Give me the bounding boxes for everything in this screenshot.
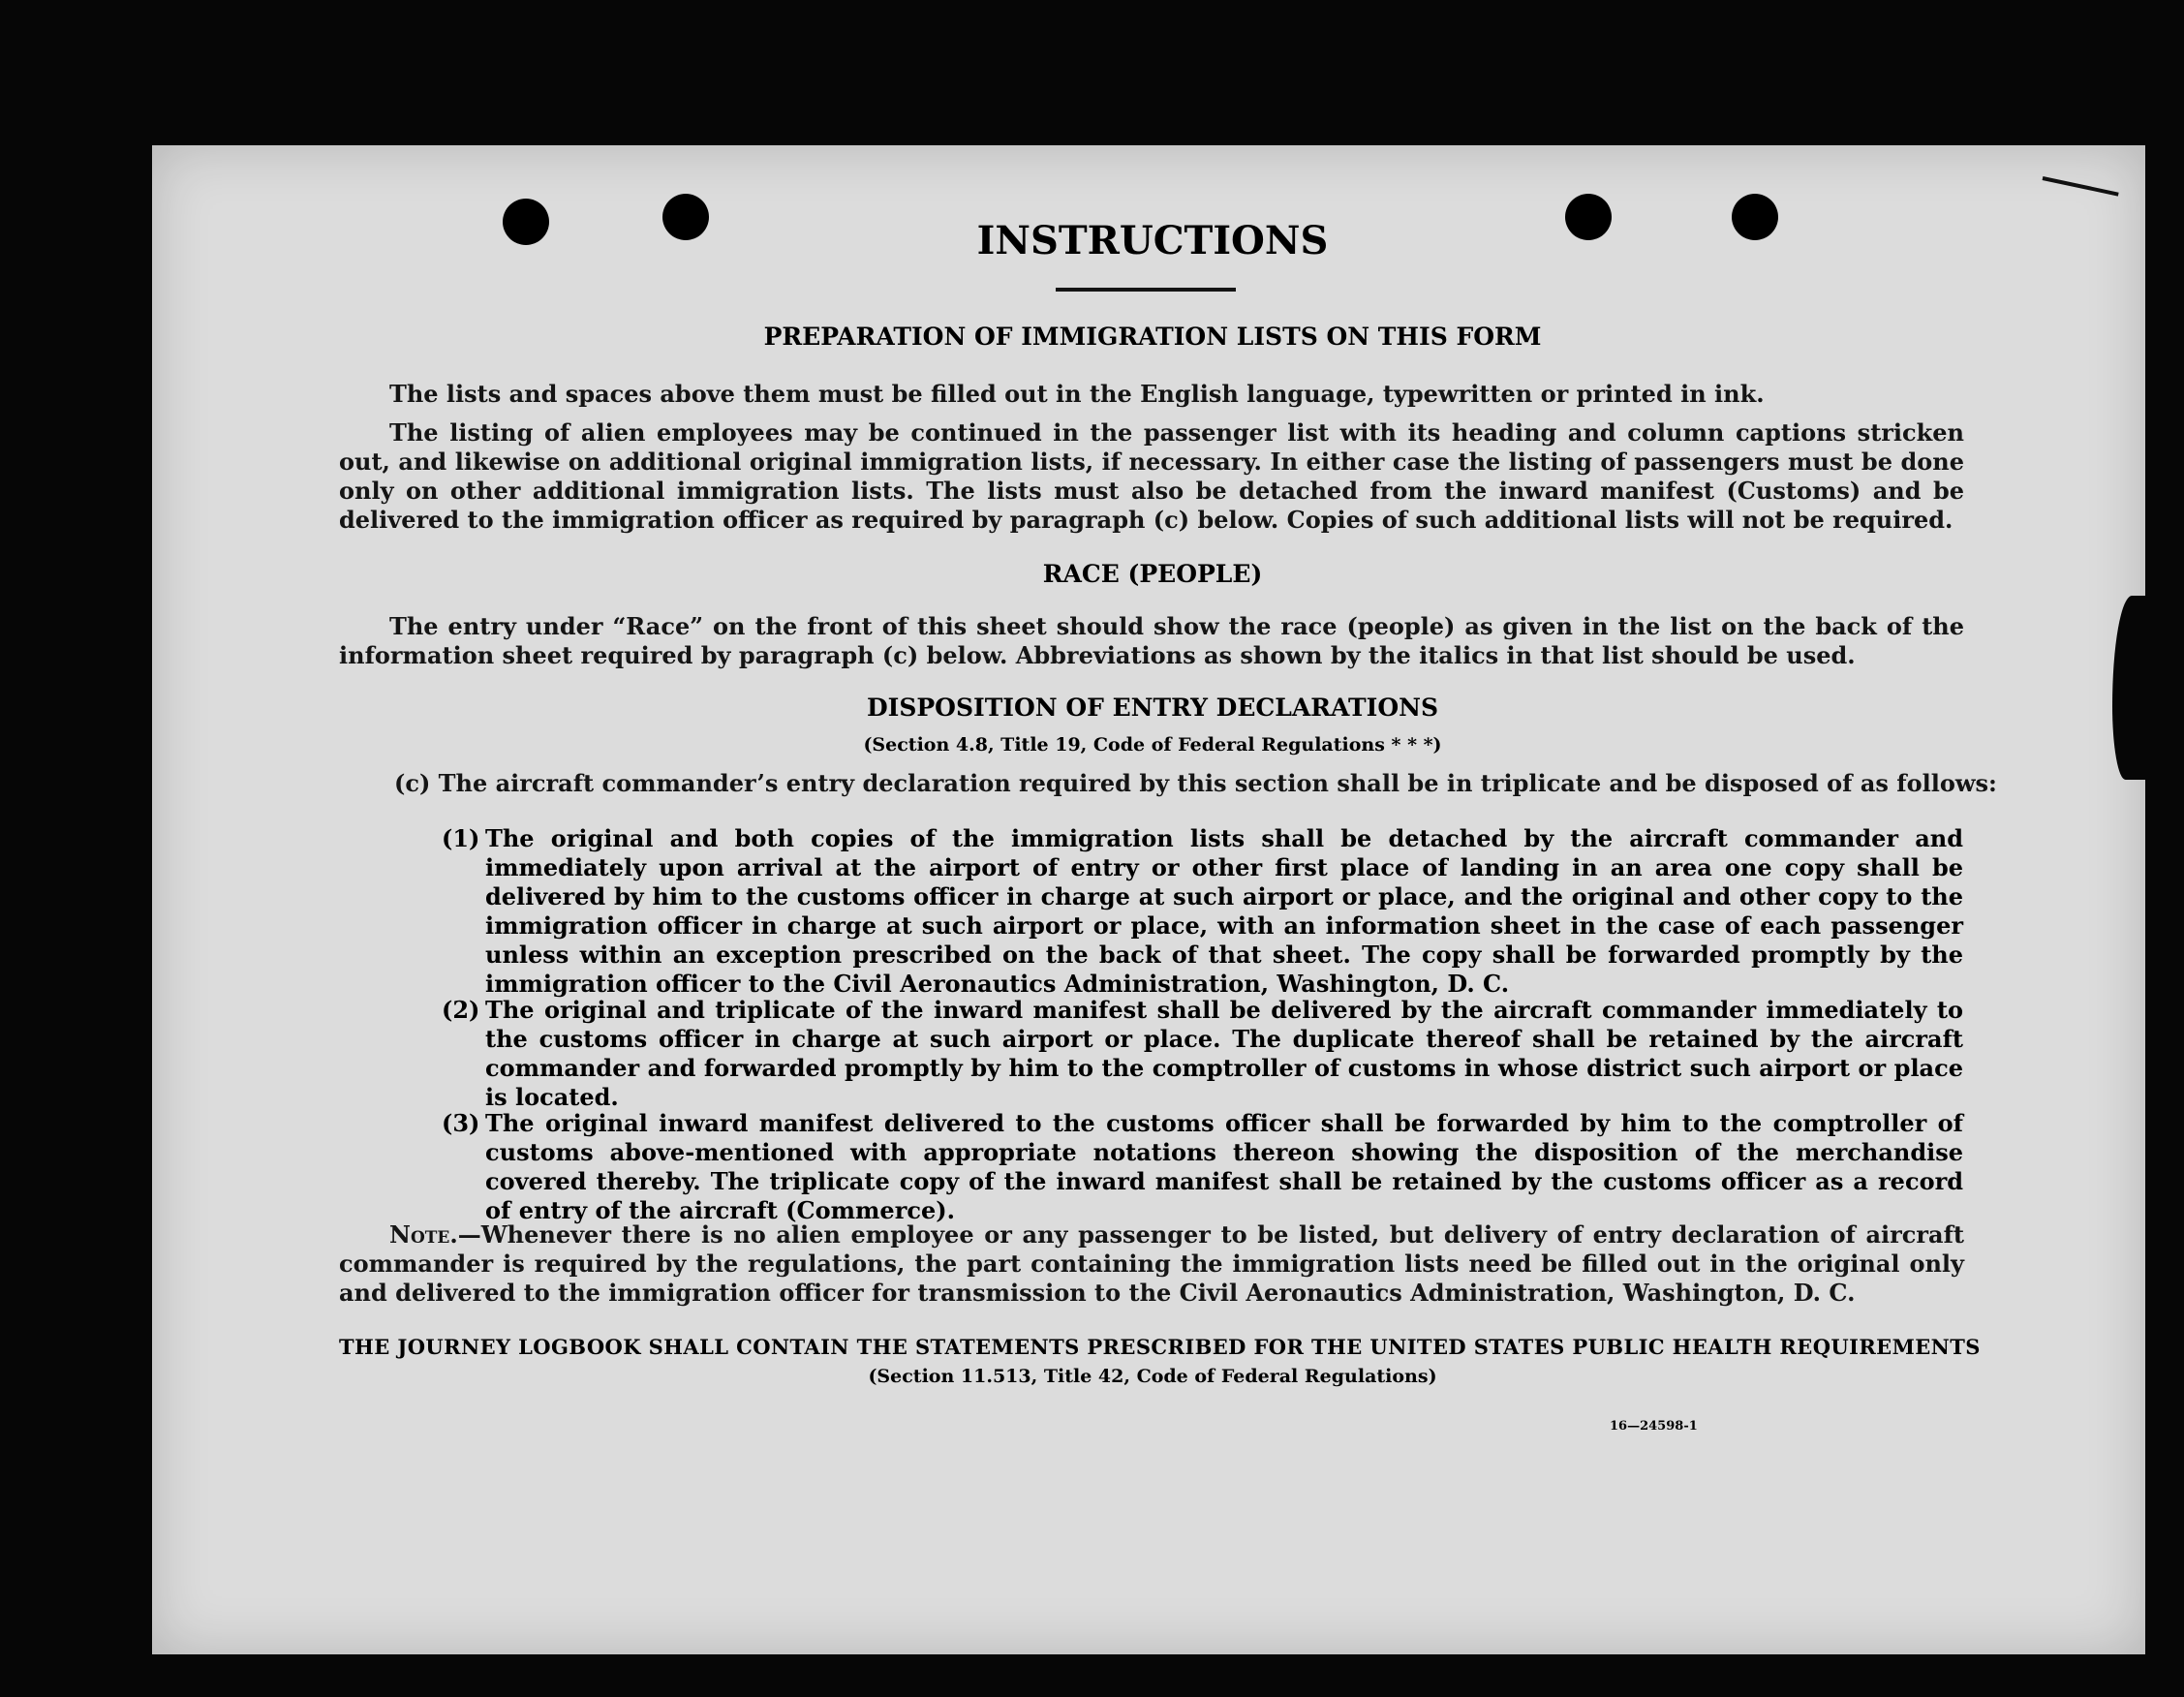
item-text: The original and triplicate of the inward manifest shall be delivered by the aircraft commander immediately to the customs officer in charge at such airport or place. The duplicate thereof shall be retained by the aircraft commander and forwarded promptly by him to the comptroller of customs in whose district such airport or place is located. — [485, 996, 1963, 1111]
form-number: 16—24598-1 — [1610, 1419, 1698, 1434]
item-number: (3) — [442, 1109, 480, 1137]
paragraph-lists-language: The lists and spaces above them must be filled out in the English language, typewritten or printed in ink. — [389, 380, 1765, 408]
pen-mark — [2036, 176, 2118, 225]
paragraph-race-entry: The entry under “Race” on the front of this sheet should show the race (people) as given in the list on the back of the information sheet required by paragraph (c) below. Abbreviations as shown by the italics in that list should be used. — [339, 612, 1964, 669]
section-heading-disposition: DISPOSITION OF ENTRY DECLARATIONS — [866, 694, 1439, 722]
page-title: INSTRUCTIONS — [976, 218, 1329, 263]
section-citation: (Section 4.8, Title 19, Code of Federal Regulations * * *) — [863, 734, 1442, 756]
item-number: (1) — [442, 824, 480, 852]
item-text: The original and both copies of the immigration lists shall be detached by the aircraft commander and immediately upon arrival at the airport of entry or other first place of landing in an area one copy shall be delivered by him to the customs officer in charge at such airport or place, and the original and other copy to the immigration officer in charge at such airport or place, with an information sheet in the case of each passenger unless within an exception prescribed on the back of that sheet. The copy shall be forwarded promptly by the immigration officer to the Civil Aeronautics Administration, Washington, D. C. — [485, 824, 1963, 998]
footer-logbook-statement: THE JOURNEY LOGBOOK SHALL CONTAIN THE STATEMENTS PRESCRIBED FOR THE UNITED STATES PUBLIC HEALTH REQUIREMENTS — [339, 1335, 1981, 1359]
punch-hole — [503, 199, 549, 245]
item-text: The original inward manifest delivered to the customs officer shall be forwarded by him to the comptroller of customs above-mentioned with appropriate notations thereon showing the disposition of the merchandise covered thereby. The triplicate copy of the inward manifest shall be retained by the customs officer as a record of entry of the aircraft (Commerce). — [485, 1109, 1963, 1224]
paragraph-alien-employees: The listing of alien employees may be continued in the passenger list with its heading and column captions stricken out, and likewise on additional original immigration lists, if necessary. In either case the listing of passengers must be done only on other additional immigration lists. The lists must also be detached from the inward manifest (Customs) and be delivered to the immigration officer as required by paragraph (c) below. Copies of such additional lists will not be required. — [339, 418, 1964, 534]
note-label: Note. — [389, 1220, 458, 1249]
item-number: (2) — [442, 996, 480, 1024]
section-heading-race: RACE (PEOPLE) — [1042, 560, 1263, 588]
punch-hole — [1732, 194, 1778, 240]
torn-edge — [2112, 596, 2145, 780]
punch-hole — [662, 194, 709, 240]
note-paragraph — [339, 1220, 1964, 1308]
paragraph-c-intro: (c) The aircraft commander’s entry declaration required by this section shall be in triplicate and be disposed of as follows: — [394, 769, 1997, 797]
footer-citation: (Section 11.513, Title 42, Code of Federal Regulations) — [868, 1366, 1437, 1387]
section-heading-preparation: PREPARATION OF IMMIGRATION LISTS ON THIS FORM — [763, 323, 1542, 351]
note-text: —Whenever there is no alien employee or any passenger to be listed, but delivery of entry declaration of aircraft commander is required by the regulations, the part containing the immigration lists need be filled out in the original only and delivered to the immigration officer for transmission to the Civil Aeronautics Administration, Washington, D. C. — [339, 1220, 1964, 1307]
punch-hole — [1565, 194, 1612, 240]
title-underline — [1056, 288, 1236, 292]
